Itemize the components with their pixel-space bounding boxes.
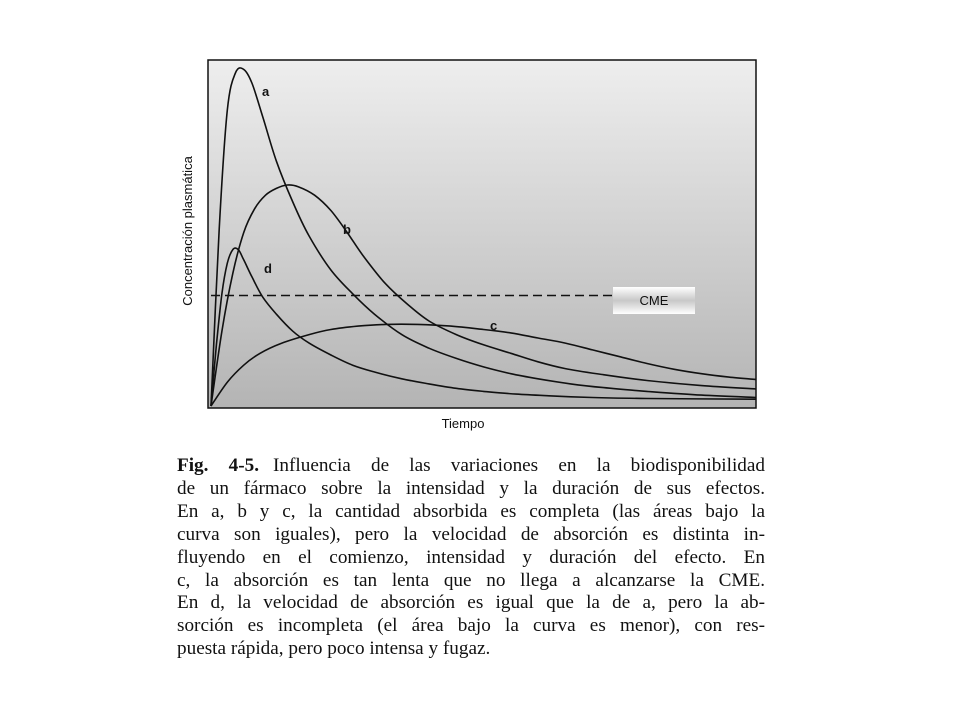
curve-label-b: b [343, 222, 351, 237]
caption-line-1: Influencia de las variaciones en la biodisponibilidad [273, 455, 765, 476]
cme-label-box [613, 287, 695, 314]
plot-area [208, 60, 756, 408]
caption-line-9: puesta rápida, pero poco intensa y fugaz. [177, 638, 491, 660]
caption-line-3: En a, b y c, la cantidad absorbida es completa (las áreas bajo la [177, 500, 765, 522]
caption-line-6: c, la absorción es tan lenta que no llega a alcanzarse la CME. [177, 569, 765, 591]
cme-label: CME [639, 293, 669, 308]
curve-label-a: a [262, 84, 270, 99]
caption-line-2: de un fármaco sobre la intensidad y la duración de sus efectos. [177, 477, 765, 499]
curve-label-d: d [264, 261, 272, 276]
figure-caption [177, 455, 765, 661]
figure-number: Fig. 4-5. [177, 455, 260, 476]
x-axis-label: Tiempo [441, 416, 485, 431]
curve-label-c: c [490, 318, 498, 333]
caption-line-7: En d, la velocidad de absorción es igual que la de a, pero la ab- [177, 592, 765, 614]
caption-line-5: fluyendo en el comienzo, intensidad y duración del efecto. En [177, 546, 765, 568]
y-axis-label: Concentración plasmática [180, 156, 195, 306]
caption-line-8: sorción es incompleta (el área bajo la curva es menor), con res- [177, 615, 765, 637]
caption-line-4: curva son iguales), pero la velocidad de absorción es distinta in- [177, 523, 765, 545]
